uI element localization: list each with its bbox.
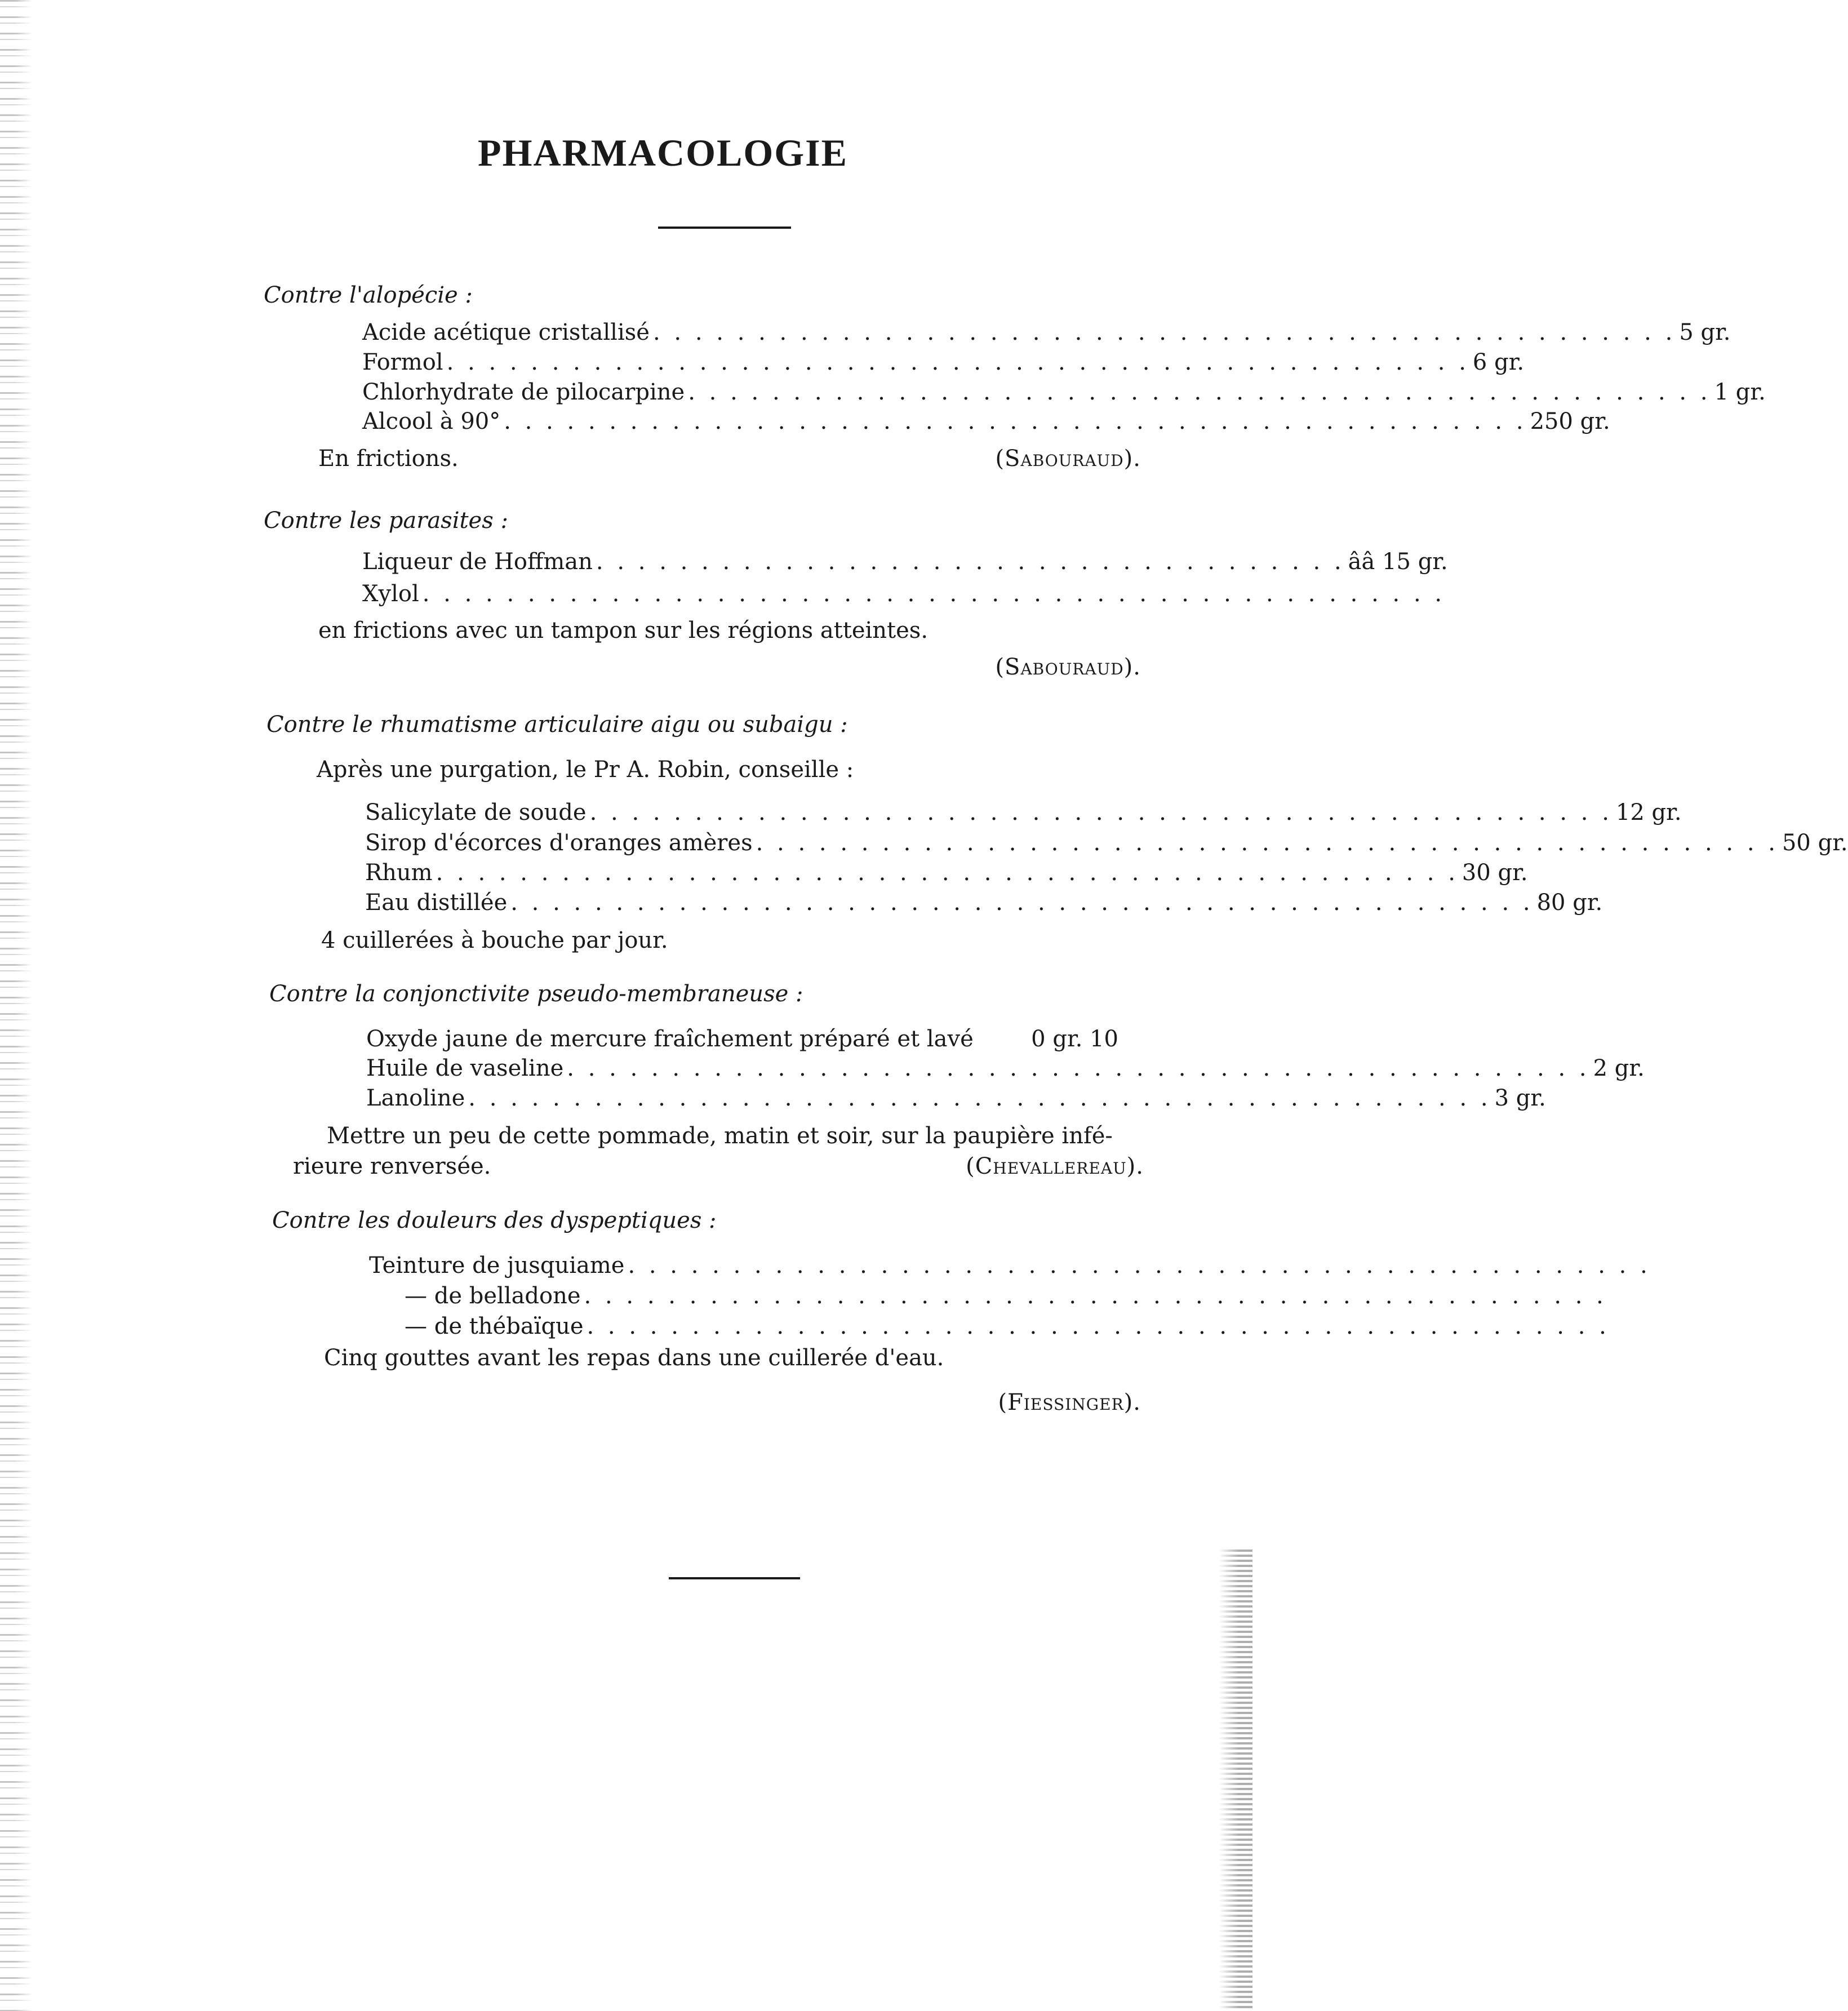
page-title: PHARMACOLOGIE: [478, 131, 848, 174]
scan-edge-right: [1219, 1550, 1252, 2011]
section-heading: Contre l'alopécie :: [264, 282, 473, 308]
usage-note: en frictions avec un tampon sur les régions atteintes.: [318, 618, 929, 643]
prescription-line: [365, 829, 1848, 856]
ingredient-dose: 0 gr. 10: [1031, 1026, 1118, 1052]
prescription-line: [362, 319, 1731, 346]
leader-dots: . . . . . . . . . . . . . . . . . . . . . . . . . . . . . . . . . . . .: [596, 549, 1345, 575]
ingredient-dose: 5 gr.: [1679, 319, 1731, 345]
prescription-line: [365, 859, 1528, 886]
prescription-line: [362, 580, 1446, 607]
ingredient-label: — de belladone: [405, 1283, 581, 1309]
leader-dots: . . . . . . . . . . . . . . . . . . . . . . . . . . . . . . . . . . . . . . . . . . . . . . . . .: [589, 800, 1612, 825]
ingredient-dose: 2 gr.: [1593, 1055, 1645, 1081]
ingredient-dose: 80 gr.: [1536, 890, 1603, 916]
section-heading: Contre la conjonctivite pseudo-membraneuse :: [269, 981, 803, 1007]
leader-dots: . . . . . . . . . . . . . . . . . . . . . . . . . . . . . . . . . . . . . . . . . . . . . . . . .: [652, 319, 1676, 345]
ingredient-label: Alcool à 90°: [362, 409, 501, 434]
ingredient-label: Lanoline: [366, 1085, 465, 1111]
prescription-line: [369, 1252, 1651, 1279]
prescription-line: [365, 799, 1682, 826]
ingredient-label: Formol: [362, 349, 443, 375]
prescription-line: [405, 1282, 1607, 1309]
author-credit: (Chevallereau).: [966, 1153, 1144, 1179]
leader-dots: . . . . . . . . . . . . . . . . . . . . . . . . . . . . . . . . . . . . . . . . . . . . . . . . .: [510, 890, 1534, 916]
end-rule: [669, 1577, 800, 1579]
usage-note: En frictions.: [318, 446, 459, 472]
prescription-line: [362, 408, 1610, 435]
prescription-line: [362, 349, 1525, 376]
section-heading: Contre le rhumatisme articulaire aigu ou subaigu :: [266, 712, 848, 738]
ingredient-dose: 3 gr.: [1494, 1085, 1546, 1111]
author-credit: (Sabouraud).: [995, 654, 1141, 680]
ingredient-label: Rhum: [365, 860, 433, 886]
prescription-line: [362, 548, 1448, 575]
leader-dots: . . . . . . . . . . . . . . . . . . . . . . . . . . . . . . . . . . . . . . . . . . . . . . . . .: [422, 581, 1446, 607]
leader-dots: . . . . . . . . . . . . . . . . . . . . . . . . . . . . . . . . . . . . . . . . . . . . . . . . .: [436, 860, 1459, 886]
author-credit: (Sabouraud).: [995, 446, 1141, 472]
ingredient-label: Xylol: [362, 581, 419, 607]
ingredient-label: Acide acétique cristallisé: [362, 319, 650, 345]
leader-dots: . . . . . . . . . . . . . . . . . . . . . . . . . . . . . . . . . . . . . . . . . . . . . . . . .: [756, 830, 1779, 856]
leader-dots: . . . . . . . . . . . . . . . . . . . . . . . . . . . . . . . . . . . . . . . . . . . . . . . . .: [567, 1055, 1590, 1081]
usage-note: rieure renversée.: [293, 1153, 491, 1179]
prescription-line: [365, 889, 1603, 916]
leader-dots: . . . . . . . . . . . . . . . . . . . . . . . . . . . . . . . . . . . . . . . . . . . . . . . . .: [468, 1085, 1491, 1111]
ingredient-dose: 30 gr.: [1461, 860, 1528, 886]
section-heading: Contre les douleurs des dyspeptiques :: [272, 1208, 717, 1233]
leader-dots: . . . . . . . . . . . . . . . . . . . . . . . . . . . . . . . . . . . . . . . . . . . . . . . . .: [584, 1283, 1607, 1309]
section-intro: Après une purgation, le Pr A. Robin, conseille :: [317, 757, 854, 783]
leader-dots: . . . . . . . . . . . . . . . . . . . . . . . . . . . . . . . . . . . . . . . . . . . . . . . . .: [688, 379, 1711, 405]
ingredient-label: — de thébaïque: [405, 1313, 584, 1339]
ingredient-label: Sirop d'écorces d'oranges amères: [365, 830, 753, 856]
section-heading: Contre les parasites :: [264, 508, 508, 534]
ingredient-dose: ââ 15 gr.: [1348, 549, 1448, 575]
ingredient-label: Huile de vaseline: [366, 1055, 564, 1081]
prescription-line: [366, 1026, 1118, 1053]
scan-edge-left: [0, 0, 33, 2011]
usage-note: Cinq gouttes avant les repas dans une cuillerée d'eau.: [324, 1345, 944, 1371]
leader-dots: . . . . . . . . . . . . . . . . . . . . . . . . . . . . . . . . . . . . . . . . . . . . . . . . .: [587, 1313, 1610, 1339]
ingredient-dose: 250 gr.: [1530, 409, 1610, 434]
leader-dots: . . . . . . . . . . . . . . . . . . . . . . . . . . . . . . . . . . . . . . . . . . . . . . . . .: [628, 1253, 1651, 1278]
ingredient-label: Liqueur de Hoffman: [362, 549, 593, 575]
leader-dots: . . . . . . . . . . . . . . . . . . . . . . . . . . . . . . . . . . . . . . . . . . . . . . . . .: [504, 409, 1527, 434]
ingredient-dose: 50 gr.: [1782, 830, 1848, 856]
ingredient-dose: 6 gr.: [1472, 349, 1525, 375]
prescription-line: [362, 379, 1766, 406]
title-rule: [658, 227, 791, 229]
ingredient-dose: 1 gr.: [1714, 379, 1766, 405]
ingredient-label: Teinture de jusquiame: [369, 1253, 625, 1278]
prescription-line: [366, 1055, 1645, 1082]
ingredient-label: Oxyde jaune de mercure fraîchement préparé et lavé: [366, 1026, 974, 1052]
prescription-line: [405, 1313, 1610, 1340]
usage-note: 4 cuillerées à bouche par jour.: [321, 927, 668, 953]
usage-note: Mettre un peu de cette pommade, matin et soir, sur la paupière infé-: [327, 1123, 1113, 1149]
ingredient-label: Salicylate de soude: [365, 800, 587, 825]
leader-dots: . . . . . . . . . . . . . . . . . . . . . . . . . . . . . . . . . . . . . . . . . . . . . . . . .: [446, 349, 1469, 375]
author-credit: (Fiessinger).: [998, 1390, 1141, 1415]
ingredient-dose: 12 gr.: [1615, 800, 1682, 825]
ingredient-label: Chlorhydrate de pilocarpine: [362, 379, 685, 405]
prescription-line: [366, 1085, 1546, 1112]
ingredient-label: Eau distillée: [365, 890, 508, 916]
